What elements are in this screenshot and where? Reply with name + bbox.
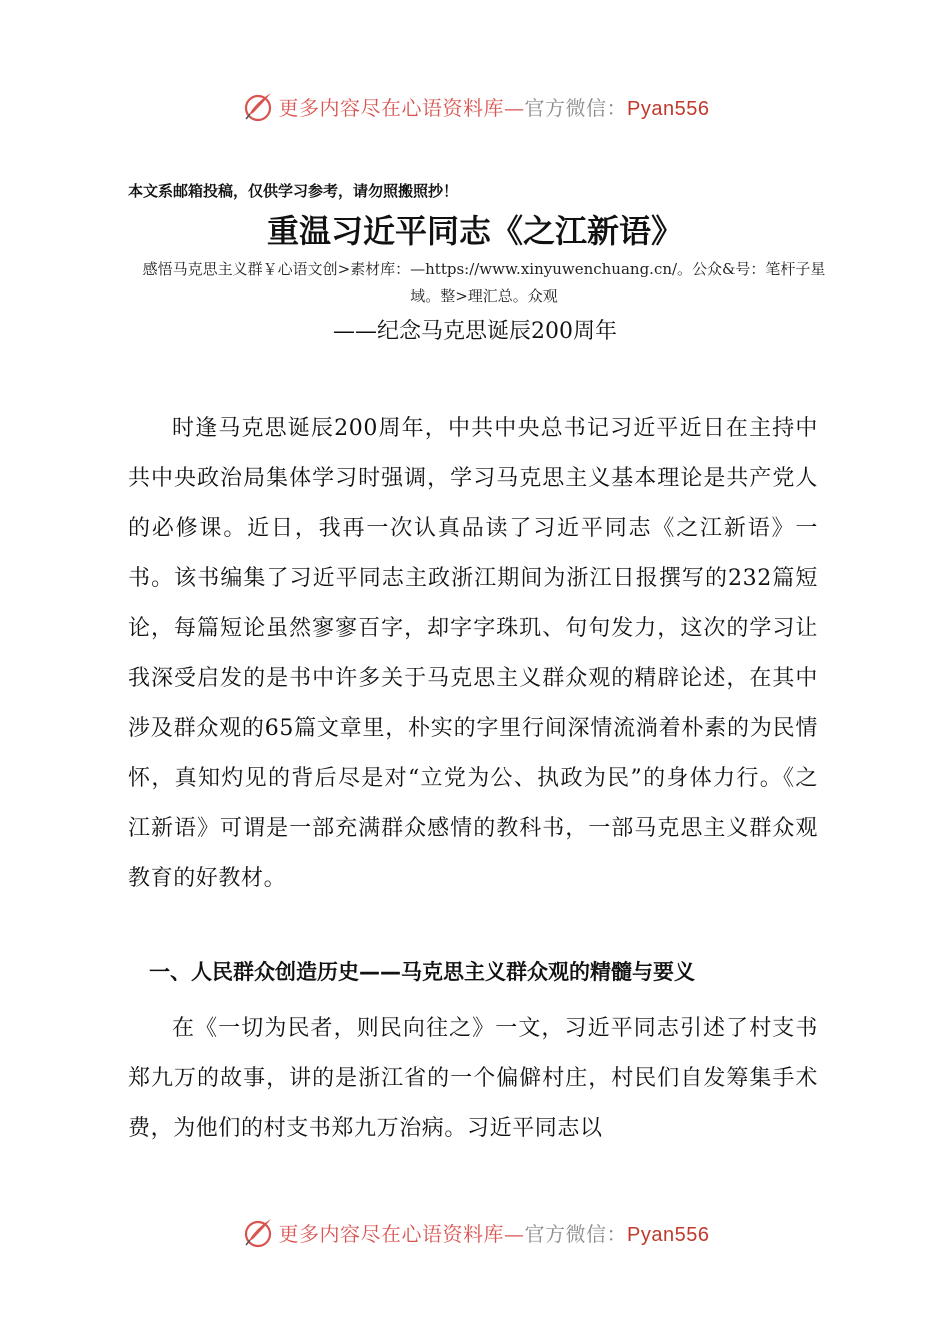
quill-pen-logo-icon [241, 1215, 275, 1249]
page-title: 重温习近平同志《之江新语》 [266, 212, 683, 250]
banner-brand-text: 更多内容尽在心语资料库 [278, 95, 505, 120]
banner-wechat-id: Pyan556 [627, 97, 710, 120]
banner-brand-text: 更多内容尽在心语资料库 [278, 1221, 505, 1246]
banner-wechat-id: Pyan556 [627, 1223, 710, 1246]
section-body [128, 1004, 818, 1154]
quill-pen-logo-icon [241, 89, 275, 123]
banner-dash: — [504, 95, 525, 120]
section-heading: 一、人民群众创造历史——马克思主义群众观的精髓与要义 [149, 960, 695, 984]
banner-official-label: 官方微信： [524, 95, 628, 120]
header-banner [0, 86, 950, 126]
page-subtitle: ——纪念马克思诞辰200周年 [333, 319, 617, 344]
banner-dash: — [504, 1221, 525, 1246]
banner-official-label: 官方微信： [524, 1221, 628, 1246]
submission-notice: 本文系邮箱投稿，仅供学习参考，请勿照搬照抄！ [128, 182, 459, 200]
footer-banner [0, 1212, 950, 1252]
intro-body [128, 404, 818, 904]
paragraph: 在《一切为民者，则民向往之》一文，习近平同志引述了村支书郑九万的故事，讲的是浙江省的一个偏僻村庄，村民们自发筹集手术费，为他们的村支书郑九万治病。习近平同志以 [128, 1016, 818, 1141]
source-line: 感悟马克思主义群￥心语文创>素材库：—https://www.xinyuwenchuang.cn/。公众&号：笔杆子星域。整>理汇总。众观 [142, 260, 826, 305]
paragraph: 时逢马克思诞辰200周年，中共中央总书记习近平近日在主持中共中央政治局集体学习时强调，学习马克思主义基本理论是共产党人的必修课。近日，我再一次认真品读了习近平同志《之江新语》一书。该书编集了习近平同志主政浙江期间为浙江日报撰写的232篇短论，每篇短论虽然寥寥百字，却字字珠玑、句句发力，这次的学习让我深受启发的是书中许多关于马克思主义群众观的精辟论述，在其中涉及群众观的65篇文章里，朴实的字里行间深情流淌着朴素的为民情怀，真知灼见的背后尽是对“立党为公、执政为民”的身体力行。《之江新语》可谓是一部充满群众感情的教科书，一部马克思主义群众观教育的好教材。 [128, 416, 818, 891]
